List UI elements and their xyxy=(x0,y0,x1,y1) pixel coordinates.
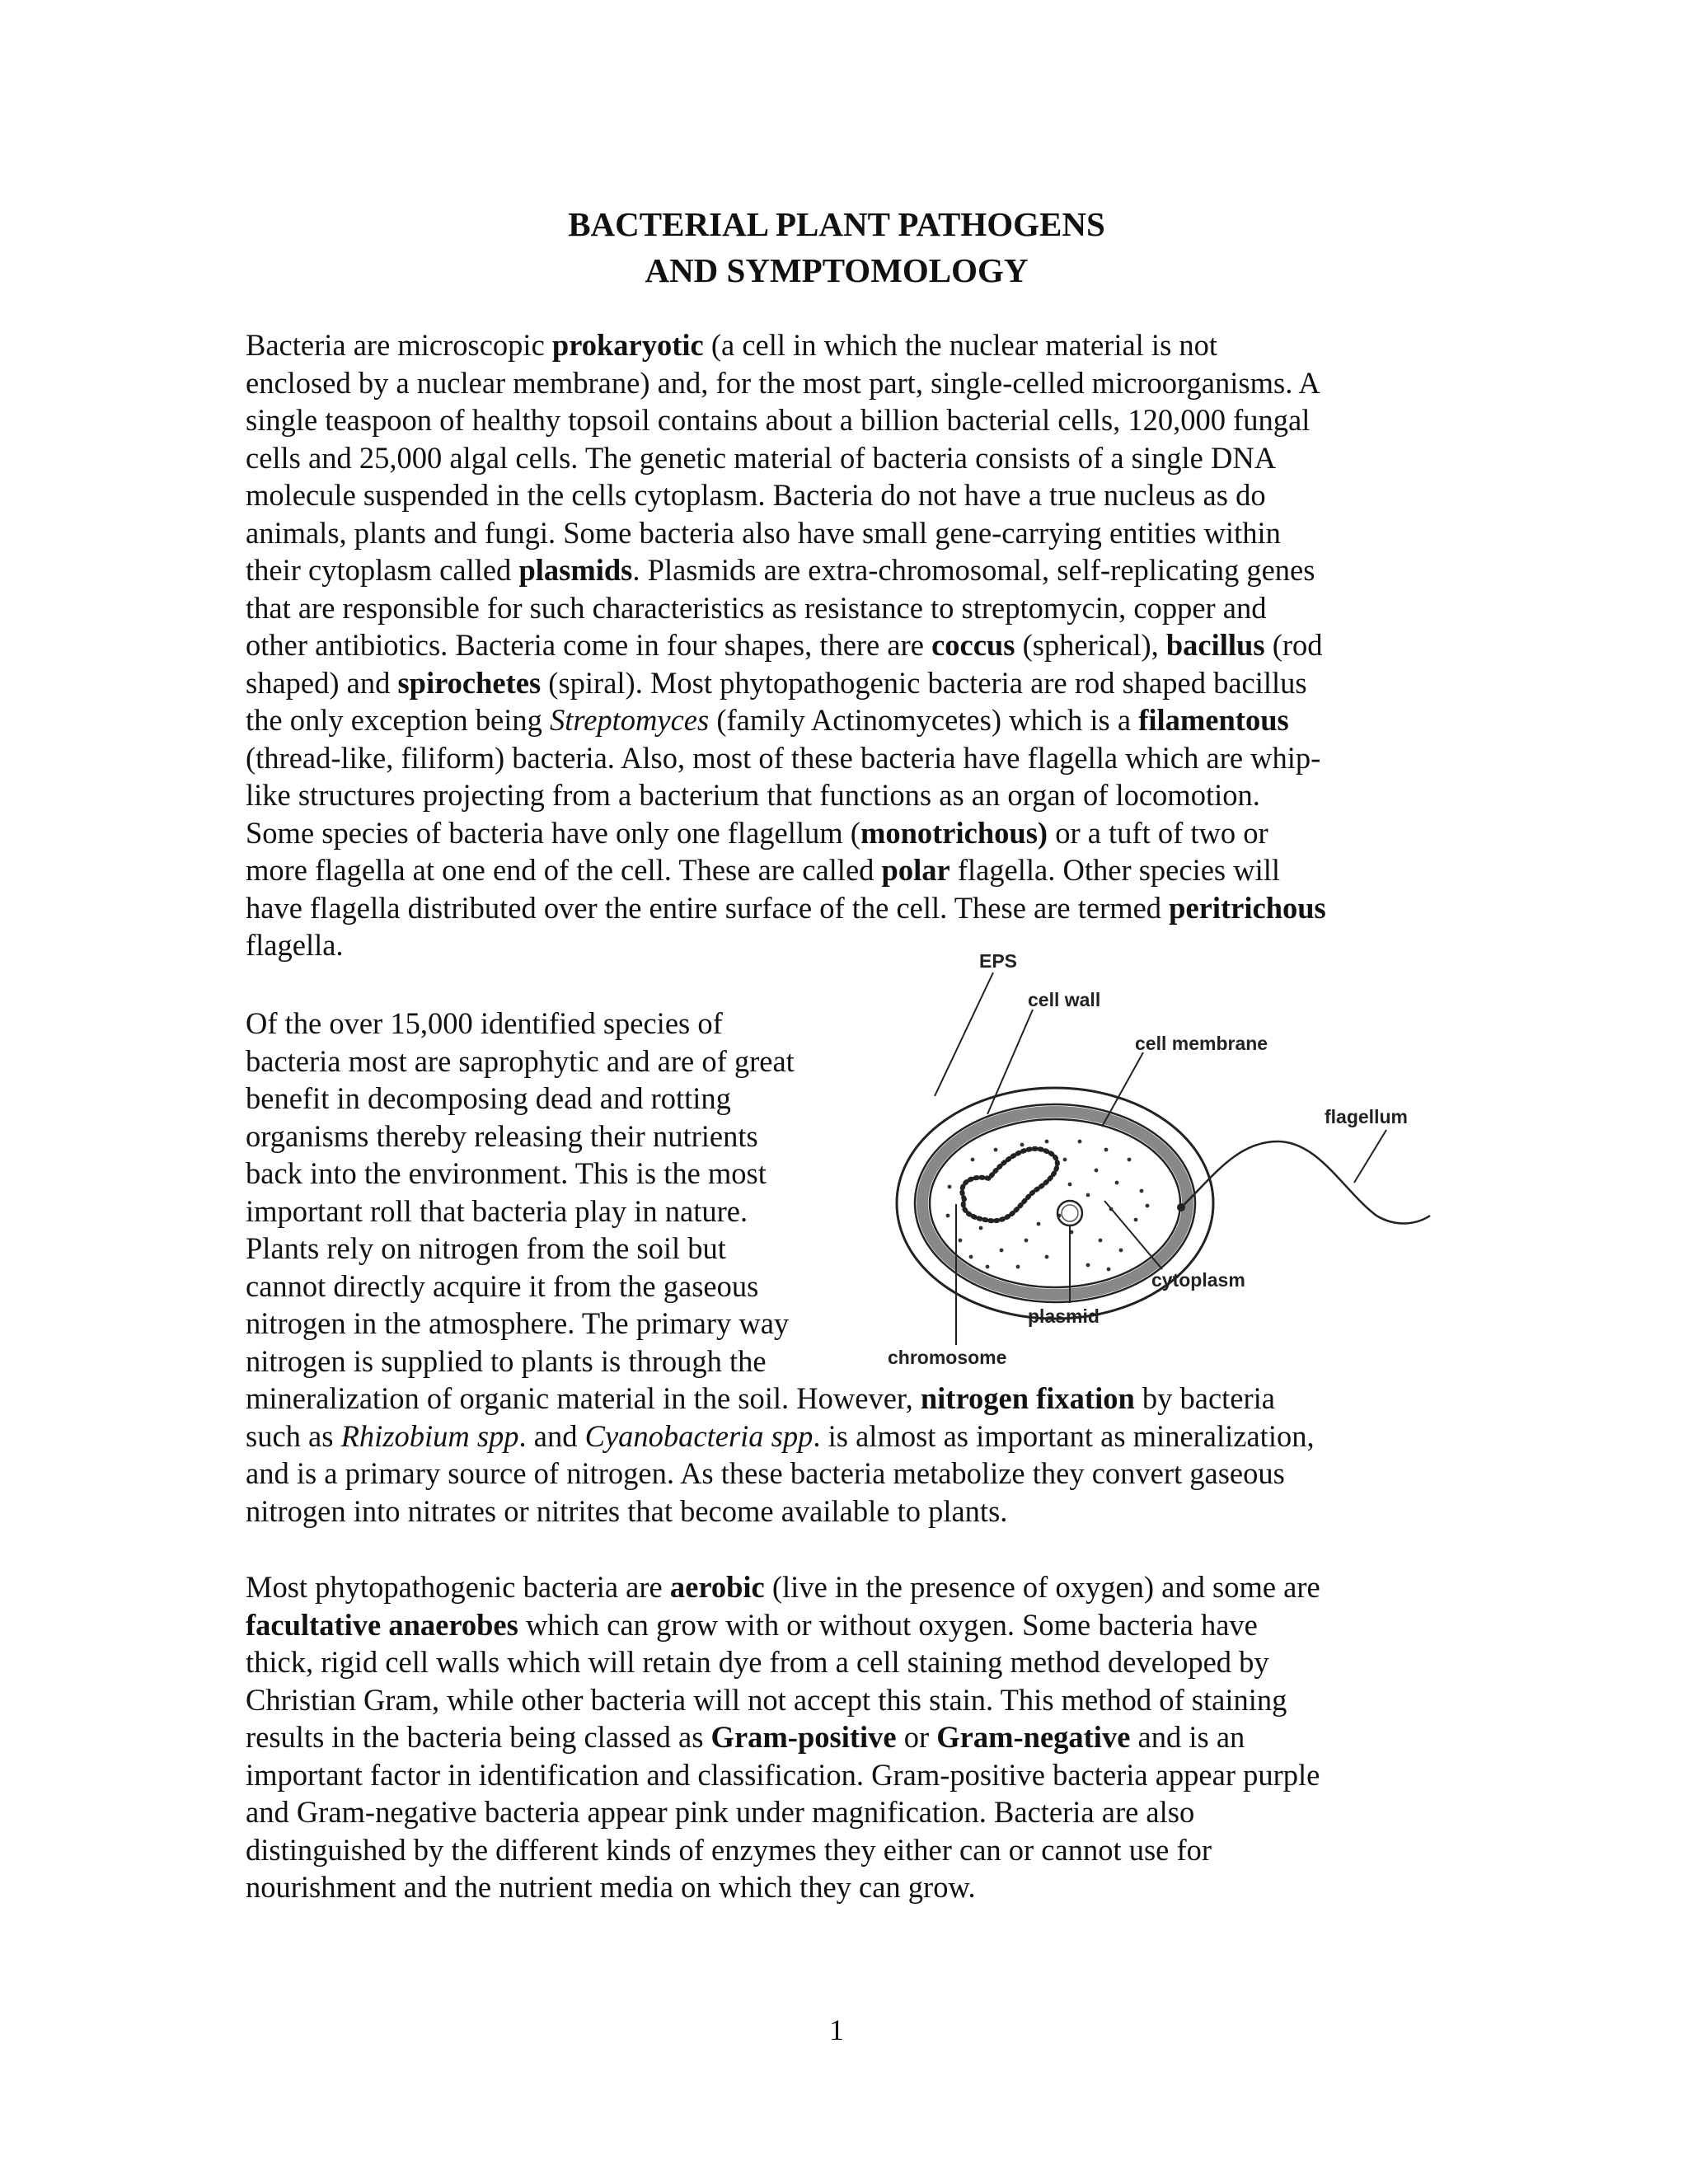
text-line: important factor in identification and classification. Gram-positive bacteria appear purple xyxy=(246,1757,1320,1792)
flagellum-leader xyxy=(1354,1130,1386,1183)
text: (family Actinomycetes) which is a xyxy=(709,703,1139,737)
text: Most phytopathogenic bacteria are xyxy=(246,1570,670,1604)
label-cell-membrane: cell membrane xyxy=(1135,1033,1268,1054)
text-line: thick, rigid cell walls which will retain dye from a cell staining method developed by xyxy=(246,1645,1269,1679)
text: . Plasmids are extra-chromosomal, self-replicating genes xyxy=(632,553,1315,587)
text-line: cells and 25,000 algal cells. The genetic material of bacteria consists of a single DNA xyxy=(246,440,1277,475)
term-bacillus: bacillus xyxy=(1165,628,1265,662)
label-plasmid: plasmid xyxy=(1028,1305,1100,1327)
text-line: nitrogen into nitrates or nitrites that become available to plants. xyxy=(246,1493,1008,1528)
text: (spherical), xyxy=(1015,628,1166,662)
text-line: Of the over 15,000 identified species of xyxy=(246,1006,723,1040)
text-line: Christian Gram, while other bacteria will not accept this stain. This method of staining xyxy=(246,1682,1287,1717)
text-line: nourishment and the nutrient media on which they can grow. xyxy=(246,1870,976,1904)
text: flagella. Other species will xyxy=(950,853,1281,887)
label-flagellum: flagellum xyxy=(1325,1106,1408,1127)
text-line: and Gram-negative bacteria appear pink under magnification. Bacteria are also xyxy=(246,1795,1195,1829)
text-line: Plants rely on nitrogen from the soil but xyxy=(246,1231,726,1265)
term-gram-positive: Gram-positive xyxy=(710,1720,897,1754)
text-line: back into the environment. This is the most xyxy=(246,1156,767,1190)
text-line: molecule suspended in the cells cytoplasm. Bacteria do not have a true nucleus as do xyxy=(246,478,1266,512)
text: have flagella distributed over the entire surface of the cell. These are termed xyxy=(246,890,1170,925)
text-line: organisms thereby releasing their nutrients xyxy=(246,1118,758,1153)
cell-membrane-leader xyxy=(1102,1052,1143,1127)
text: (spiral). Most phytopathogenic bacteria are rod shaped bacillus xyxy=(541,665,1307,700)
text: such as xyxy=(246,1418,341,1453)
text-line: flagella. xyxy=(246,928,344,962)
label-cytoplasm: cytoplasm xyxy=(1151,1269,1245,1291)
page-title xyxy=(0,201,1673,293)
label-cell-wall: cell wall xyxy=(1028,989,1101,1010)
text: or a tuft of two or xyxy=(1048,815,1268,850)
text: which can grow with or without oxygen. Some bacteria have xyxy=(518,1607,1258,1642)
text: and is an xyxy=(1130,1720,1245,1754)
term-spirochetes: spirochetes xyxy=(397,665,542,700)
text: results in the bacteria being classed as xyxy=(246,1720,711,1754)
taxon-rhizobium: Rhizobium spp xyxy=(340,1418,519,1453)
text: mineralization of organic material in the soil. However, xyxy=(246,1381,921,1415)
text: by bacteria xyxy=(1134,1381,1276,1415)
term-gram-negative: Gram-negative xyxy=(936,1720,1131,1754)
term-coccus: coccus xyxy=(931,628,1015,662)
text-line: animals, plants and fungi. Some bacteria also have small gene-carrying entities within xyxy=(246,515,1281,550)
text: Some species of bacteria have only one flagellum ( xyxy=(246,815,860,850)
paragraph-gram-stain xyxy=(246,1568,1432,1906)
term-aerobic: aerobic xyxy=(669,1570,765,1604)
text: . and xyxy=(518,1418,585,1453)
text-line: distinguished by the different kinds of enzymes they either can or cannot use for xyxy=(246,1832,1212,1867)
text-line: cannot directly acquire it from the gaseous xyxy=(246,1268,759,1303)
term-prokaryotic: prokaryotic xyxy=(551,328,704,362)
term-polar: polar xyxy=(881,853,950,887)
text: . is almost as important as mineralization, xyxy=(813,1418,1315,1453)
text-line: that are responsible for such characteristics as resistance to streptomycin, copper and xyxy=(246,590,1267,625)
text: (live in the presence of oxygen) and some are xyxy=(764,1570,1320,1604)
page-number: 1 xyxy=(829,2013,844,2046)
text: Bacteria are microscopic xyxy=(246,328,552,362)
taxon-cyanobacteria: Cyanobacteria spp xyxy=(584,1418,814,1453)
text-line: nitrogen is supplied to plants is through the xyxy=(246,1343,767,1378)
term-filamentous: filamentous xyxy=(1138,703,1289,737)
text-line: and is a primary source of nitrogen. As these bacteria metabolize they convert gaseous xyxy=(246,1456,1285,1490)
flagellum-whip xyxy=(1181,1141,1430,1223)
eps-leader xyxy=(935,972,993,1096)
text-line: enclosed by a nuclear membrane) and, for the most part, single-celled microorganisms. A xyxy=(246,365,1320,400)
term-peritrichous: peritrichous xyxy=(1169,890,1326,925)
term-nitrogen-fixation: nitrogen fixation xyxy=(920,1381,1135,1415)
text: (a cell in which the nuclear material is not xyxy=(703,328,1218,362)
bacterium-diagram xyxy=(849,944,1442,1380)
text-line: single teaspoon of healthy topsoil contains about a billion bacterial cells, 120,000 fungal xyxy=(246,403,1311,437)
text: the only exception being xyxy=(246,703,550,737)
cell-membrane-outline xyxy=(930,1119,1180,1287)
text: their cytoplasm called xyxy=(246,553,519,587)
paragraph-intro xyxy=(246,326,1432,964)
label-chromosome: chromosome xyxy=(888,1347,1007,1368)
text-line: nitrogen in the atmosphere. The primary way xyxy=(246,1306,790,1340)
label-eps: EPS xyxy=(979,950,1018,972)
text-line: important roll that bacteria play in nature. xyxy=(246,1193,748,1228)
text-line: benefit in decomposing dead and rotting xyxy=(246,1081,731,1115)
cell-wall-leader xyxy=(987,1010,1033,1114)
title-line-1: BACTERIAL PLANT PATHOGENS xyxy=(568,205,1105,243)
term-monotrichous: monotrichous) xyxy=(860,815,1048,850)
text: other antibiotics. Bacteria come in four shapes, there are xyxy=(246,628,932,662)
title-line-2: AND SYMPTOMOLOGY xyxy=(645,251,1029,289)
text-line: (thread-like, filiform) bacteria. Also, most of these bacteria have flagella which are whip- xyxy=(246,740,1321,775)
taxon-streptomyces: Streptomyces xyxy=(549,703,710,737)
text-line: like structures projecting from a bacterium that functions as an organ of locomotion. xyxy=(246,778,1260,812)
text: or xyxy=(896,1720,937,1754)
term-plasmids: plasmids xyxy=(518,553,633,587)
text: (rod xyxy=(1264,628,1323,662)
text: more flagella at one end of the cell. These are called xyxy=(246,853,882,887)
term-facultative-anaerobes: facultative anaerobes xyxy=(246,1607,518,1642)
text: shaped) and xyxy=(246,665,398,700)
text-line: bacteria most are saprophytic and are of great xyxy=(246,1043,795,1078)
